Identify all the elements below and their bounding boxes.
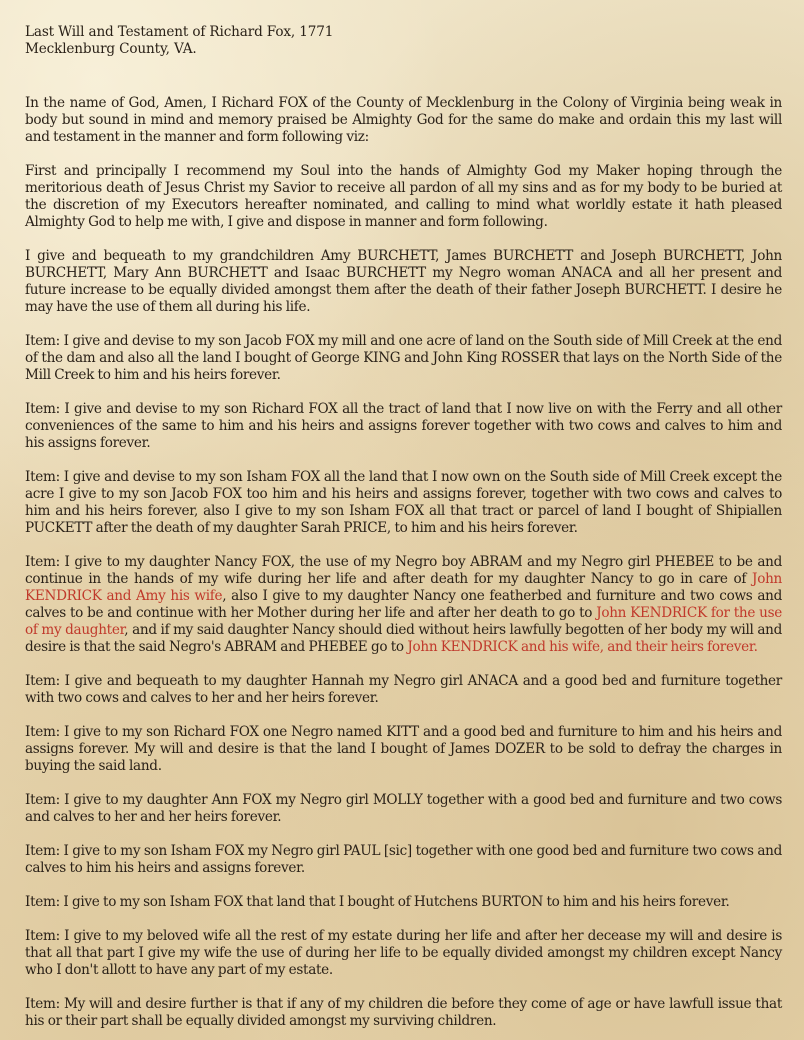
nancy-text-2: , also I give to my daughter Nancy one featherbed and furniture and two cows and calves to be and continue with her Mother during her life and after her death to go to (25, 588, 783, 621)
document-title: Last Will and Testament of Richard Fox, 1771 (25, 24, 334, 40)
paragraph-item-isham-burton: Item: I give to my son Isham FOX that land that I bought of Hutchens BURTON to him and his heirs forever. (25, 894, 730, 910)
paragraph-item-hannah: Item: I give and bequeath to my daughter Hannah my Negro girl ANACA and a good bed and furniture together with two cows and calves to her and her heirs forever. (25, 673, 782, 706)
paragraph-item-richard: Item: I give and devise to my son Richard FOX all the tract of land that I now live on with the Ferry and all other conveniences of the same to him and his heirs and assigns forever together with two cows and calves to him and his assigns forever. (25, 401, 782, 451)
document-location: Mecklenburg County, VA. (25, 41, 197, 57)
paragraph-grandchildren: I give and bequeath to my grandchildren Amy BURCHETT, James BURCHETT and Joseph BURCHETT, John BURCHETT, Mary Ann BURCHETT and Isaac BURCHETT my Negro woman ANACA and all her present and future increase to be equally divided amongst them after the death of their father Joseph BURCHETT. I desire he may have the use of them all during his life. (25, 248, 782, 315)
paragraph-item-richard-kitt: Item: I give to my son Richard FOX one Negro named KITT and a good bed and furniture to him and his heirs and assigns forever. My will and desire is that the land I bought of James DOZER to be sold to defray the charges in buying the said land. (25, 724, 782, 774)
nancy-text-1: Item: I give to my daughter Nancy FOX, the use of my Negro boy ABRAM and my Negro girl PHEBEE to be and continue in the hands of my wife during her life and after death for my daughter Nancy to go in care of (25, 554, 782, 587)
paragraph-item-ann: Item: I give to my daughter Ann FOX my Negro girl MOLLY together with a good bed and furniture and two cows and calves to her and her heirs forever. (25, 792, 782, 825)
paragraph-item-isham: Item: I give and devise to my son Isham FOX all the land that I now own on the South side of Mill Creek except the acre I give to my son Jacob FOX too him and his heirs and assigns forever, together with two cows and calves to him and his heirs forever, also I give to my son Isham FOX all that tract or parcel of land I bought of Shipiallen PUCKETT after the death of my daughter Sarah PRICE, to him and his heirs forever. (25, 469, 782, 536)
paragraph-item-wife: Item: I give to my beloved wife all the rest of my estate during her life and after her decease my will and desire is that all that part I give my wife the use of during her life to be equally divided amongst my children except Nancy who I don't allott to have any part of my estate. (25, 928, 782, 978)
paragraph-soul: First and principally I recommend my Soul into the hands of Almighty God my Maker hoping through the meritorious death of Jesus Christ my Savior to receive all pardon of all my sins and as for my body to be buried at the discretion of my Executors hereafter nominated, and calling to mind what worldly estate it hath pleased Almighty God to help me with, I give and dispose in manner and form following. (25, 163, 782, 230)
highlight-kendrick-3: John KENDRICK and his wife, and their heirs forever. (407, 639, 758, 655)
document-header (25, 24, 782, 58)
paragraph-preamble: In the name of God, Amen, I Richard FOX of the County of Mecklenburg in the Colony of Virginia being weak in body but sound in mind and memory praised be Almighty God for the same do make and ordain this my last will and testament in the manner and form following viz: (25, 95, 782, 145)
paragraph-item-surviving: Item: My will and desire further is that if any of my children die before they come of age or have lawfull issue that his or their part shall be equally divided amongst my surviving children. (25, 996, 782, 1029)
paragraph-item-jacob: Item: I give and devise to my son Jacob FOX my mill and one acre of land on the South side of Mill Creek at the end of the dam and also all the land I bought of George KING and John King ROSSER that lays on the North Side of the Mill Creek to him and his heirs forever. (25, 333, 782, 383)
paragraph-item-isham-paul: Item: I give to my son Isham FOX my Negro girl PAUL [sic] together with one good bed and furniture two cows and calves to him his heirs and assigns forever. (25, 843, 782, 876)
highlight-kendrick-1: John KENDRICK and Amy his wife (25, 571, 782, 604)
highlight-kendrick-2: John KENDRICK for the use of my daughter (25, 605, 782, 638)
nancy-text-3: , and if my said daughter Nancy should died without heirs lawfully begotten of her body my will and desire is that the said Negro's ABRAM and PHEBEE go to (25, 622, 782, 655)
paragraph-item-nancy (25, 554, 782, 656)
